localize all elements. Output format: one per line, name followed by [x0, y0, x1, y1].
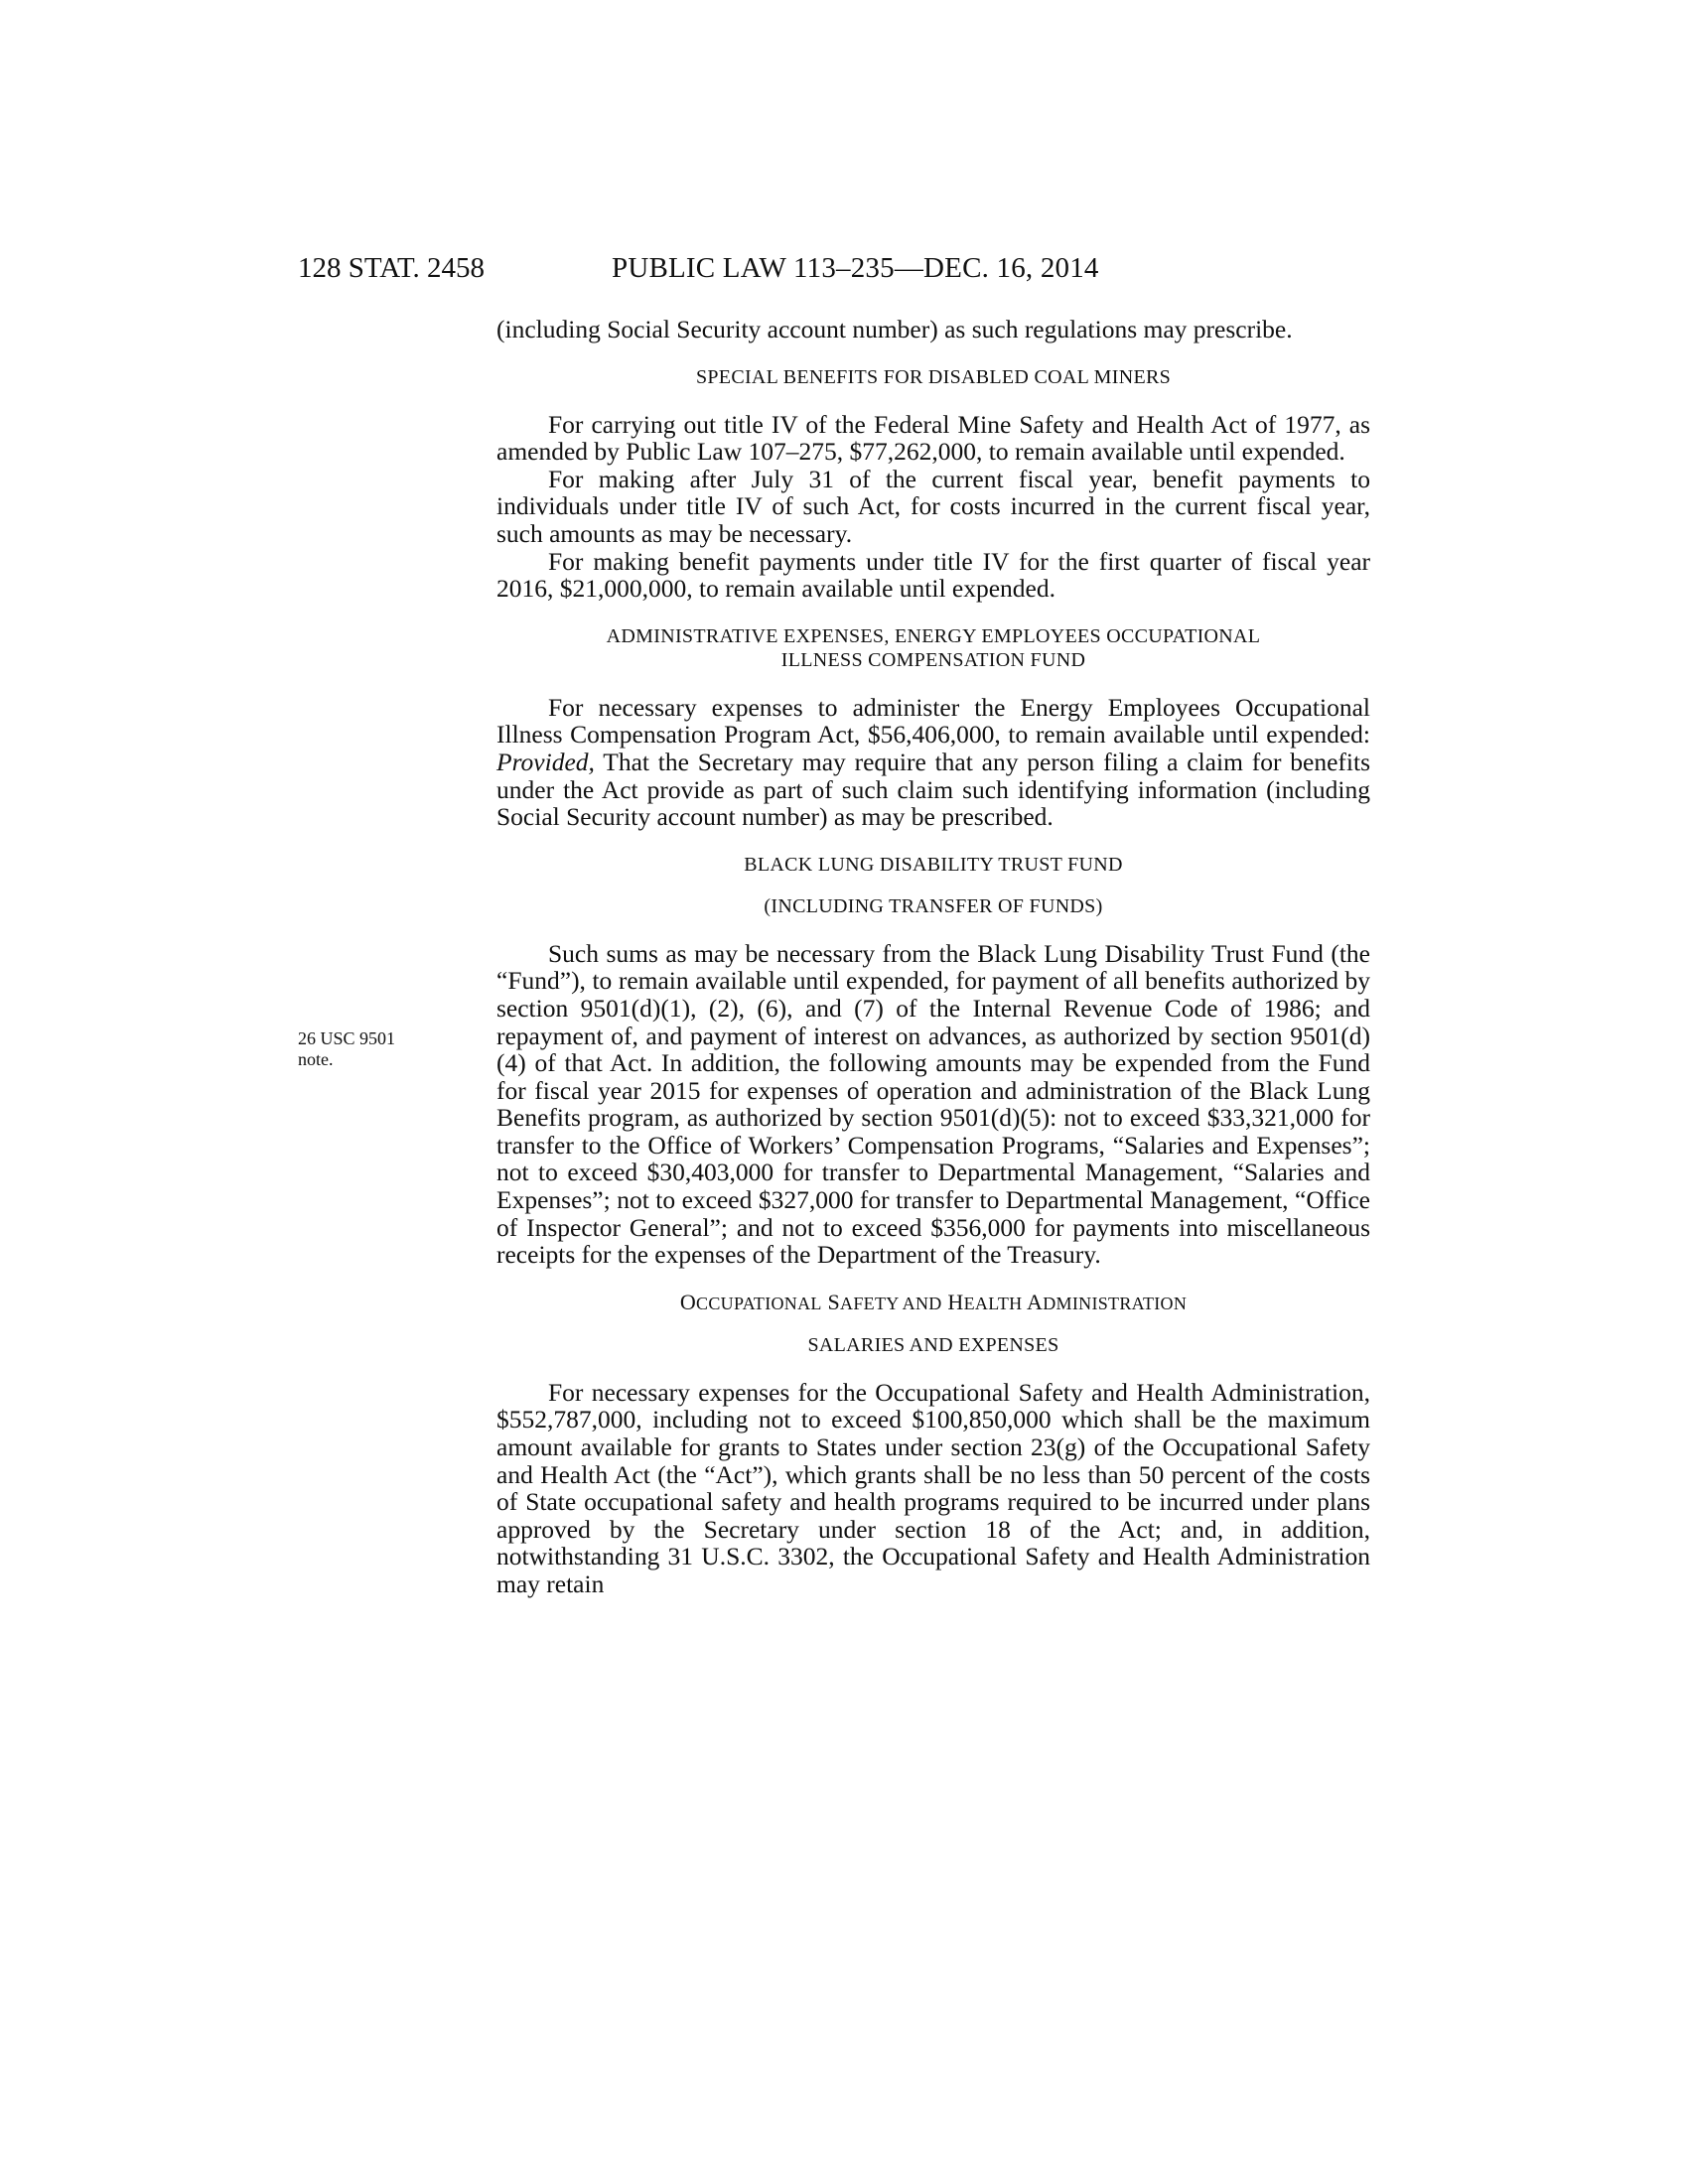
margin-note-label: note. [298, 1049, 334, 1069]
section-heading-energy-line-1: ADMINISTRATIVE EXPENSES, ENERGY EMPLOYEES OCCUPATIONAL [606, 624, 1261, 647]
margin-note [298, 1028, 447, 1070]
agency-heading-osha: OCCUPATIONAL SAFETY AND HEALTH ADMINISTRATION [679, 1289, 1188, 1314]
section-subheading-salaries: SALARIES AND EXPENSES [807, 1333, 1059, 1356]
page-header [298, 250, 1390, 286]
energy-paragraph-provided: Provided, [496, 747, 595, 776]
carryover-paragraph: (including Social Security account number) as such regulations may prescribe. [496, 315, 1293, 343]
coal-paragraph-1: For carrying out title IV of the Federal Mine Safety and Health Act of 1977, as amended by Public Law 107–275, $77,262,000, to remain available until expended. [496, 409, 1370, 467]
energy-paragraph-text-2: That the Secretary may require that any person filing a claim for benefits under the Act provide as part of such claim such identifying information (including Social Security account number) as may be prescribed. [496, 747, 1370, 832]
section-heading-coal-miners: SPECIAL BENEFITS FOR DISABLED COAL MINERS [695, 365, 1172, 388]
margin-note-citation: 26 USC 9501 [298, 1028, 396, 1048]
section-heading-energy-line-2: ILLNESS COMPENSATION FUND [780, 648, 1086, 671]
black-lung-paragraph: Such sums as may be necessary from the Black Lung Disability Trust Fund (the “Fund”), to remain available until expended, for payment of all benefits authorized by section 9501(d)(1), (2), (6), and (7) of the Internal Revenue Code of 1986; and repayment of, and payment of interest on advances, as authorized by section 9501(d)(4) of that Act. In addition, the following amounts may be expended from the Fund for fiscal year 2015 for expenses of operation and administration of the Black Lung Benefits program, as authorized by section 9501(d)(5): not to exceed $33,321,000 for transfer to the Office of Workers’ Compensation Programs, “Salaries and Expenses”; not to exceed $30,403,000 for transfer to Departmental Management, “Salaries and Expenses”; not to exceed $327,000 for transfer to Departmental Management, “Office of Inspector General”; and not to exceed $356,000 for payments into miscellaneous receipts for the expenses of the Department of the Treasury. [496, 938, 1370, 1270]
energy-paragraph-text-1: For necessary expenses to administer the Energy Employees Occupational Illness Compensation Program Act, $56,406,000, to remain available until expended: [496, 692, 1370, 750]
section-subheading-transfer-of-funds: (INCLUDING TRANSFER OF FUNDS) [764, 894, 1103, 917]
energy-paragraph [496, 694, 1370, 831]
coal-paragraph-2: For making after July 31 of the current fiscal year, benefit payments to individuals under title IV of such Act, for costs incurred in the current fiscal year, such amounts as may be necessary. [496, 464, 1370, 548]
section-heading-black-lung: BLACK LUNG DISABILITY TRUST FUND [744, 853, 1123, 876]
statute-page-reference: 128 STAT. 2458 [298, 252, 486, 284]
running-head: PUBLIC LAW 113–235—DEC. 16, 2014 [612, 252, 1099, 284]
coal-paragraph-3: For making benefit payments under title IV for the first quarter of fiscal year 2016, $21,000,000, to remain available until expended. [496, 546, 1370, 604]
document-body [496, 316, 1370, 1598]
osha-paragraph: For necessary expenses for the Occupational Safety and Health Administration, $552,787,000, including not to exceed $100,850,000 which shall be the maximum amount available for grants to States under section 23(g) of the Occupational Safety and Health Act (the “Act”), which grants shall be no less than 50 percent of the costs of State occupational safety and health programs required to be incurred under plans approved by the Secretary under section 18 of the Act; and, in addition, notwithstanding 31 U.S.C. 3302, the Occupational Safety and Health Administration may retain [496, 1377, 1370, 1598]
